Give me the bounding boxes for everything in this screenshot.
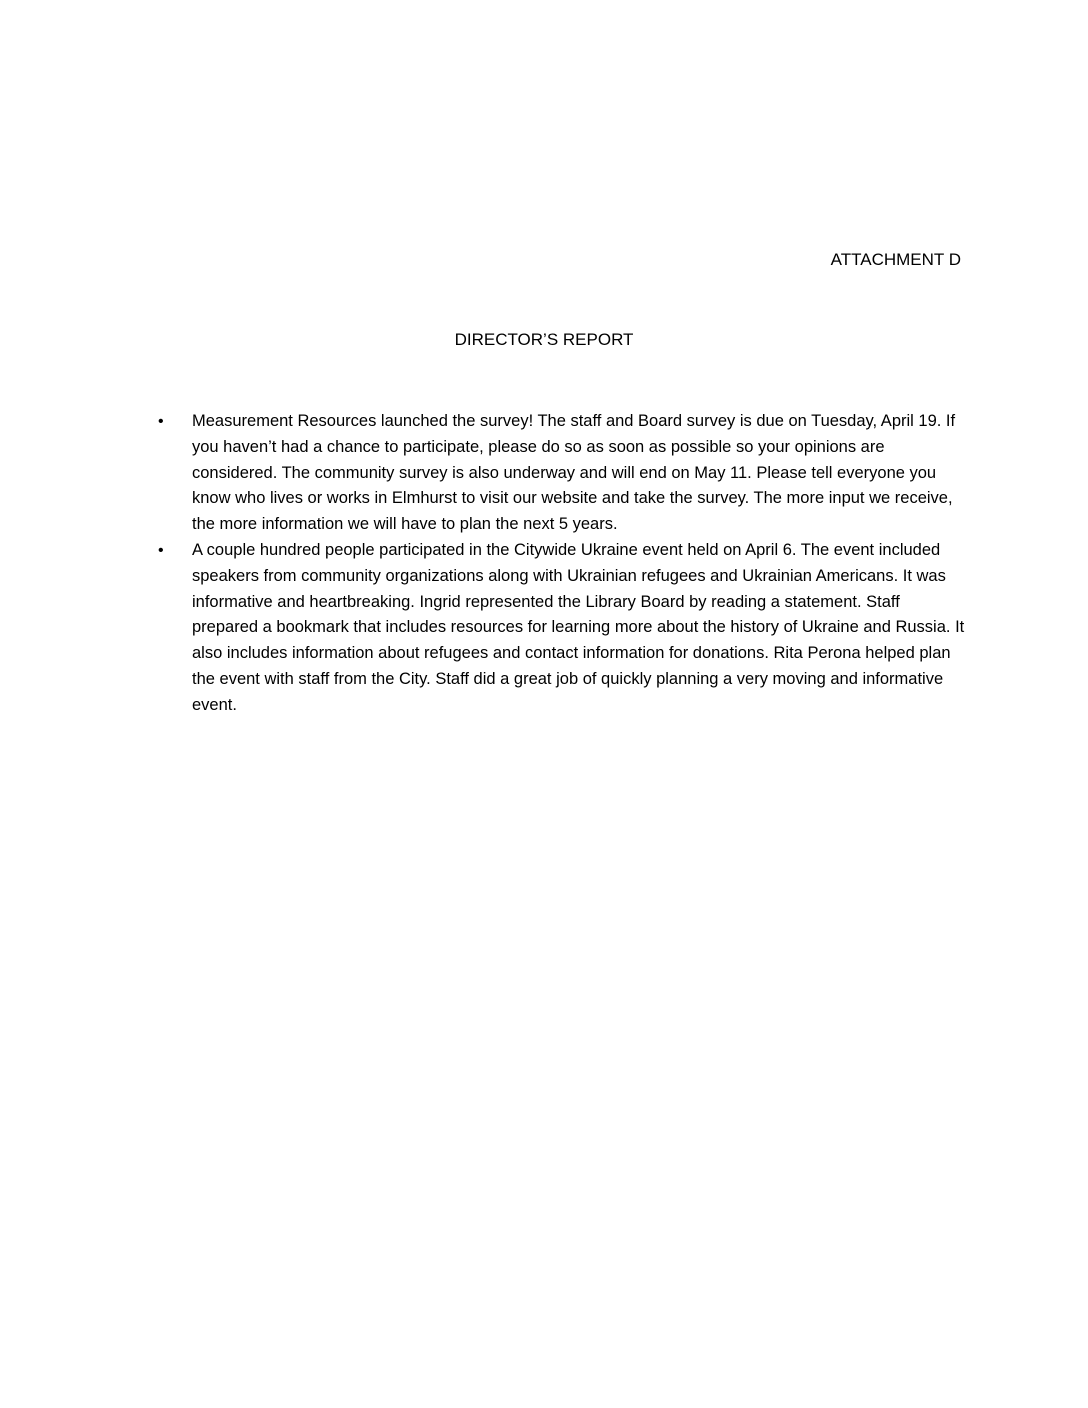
attachment-label: ATTACHMENT D xyxy=(830,250,961,269)
list-item xyxy=(146,538,966,719)
bullet-list xyxy=(146,409,966,719)
bullet-text: Measurement Resources launched the survey! The staff and Board survey is due on Tuesday, April 19. If you haven’t had a chance to participate, please do so as soon as possible so your opinions are considered. The community survey is also underway and will end on May 11. Please tell everyone you know who lives or works in Elmhurst to visit our website and take the survey. The more input we receive, the more information we will have to plan the next 5 years. xyxy=(192,412,956,534)
bullet-marker: • xyxy=(158,413,164,430)
bullet-text: A couple hundred people participated in the Citywide Ukraine event held on April 6. The event included speakers from community organizations along with Ukrainian refugees and Ukrainian Americans. It was informative and heartbreaking. Ingrid represented the Library Board by reading a statement. Staff prepared a bookmark that includes resources for learning more about the history of Ukraine and Russia. It also includes information about refugees and contact information for donations. Rita Perona helped plan the event with staff from the City. Staff did a great job of quickly planning a very moving and informative event. xyxy=(192,540,965,714)
page-title: DIRECTOR’S REPORT xyxy=(454,330,634,349)
list-item xyxy=(146,409,966,538)
bullet-marker: • xyxy=(158,541,164,559)
